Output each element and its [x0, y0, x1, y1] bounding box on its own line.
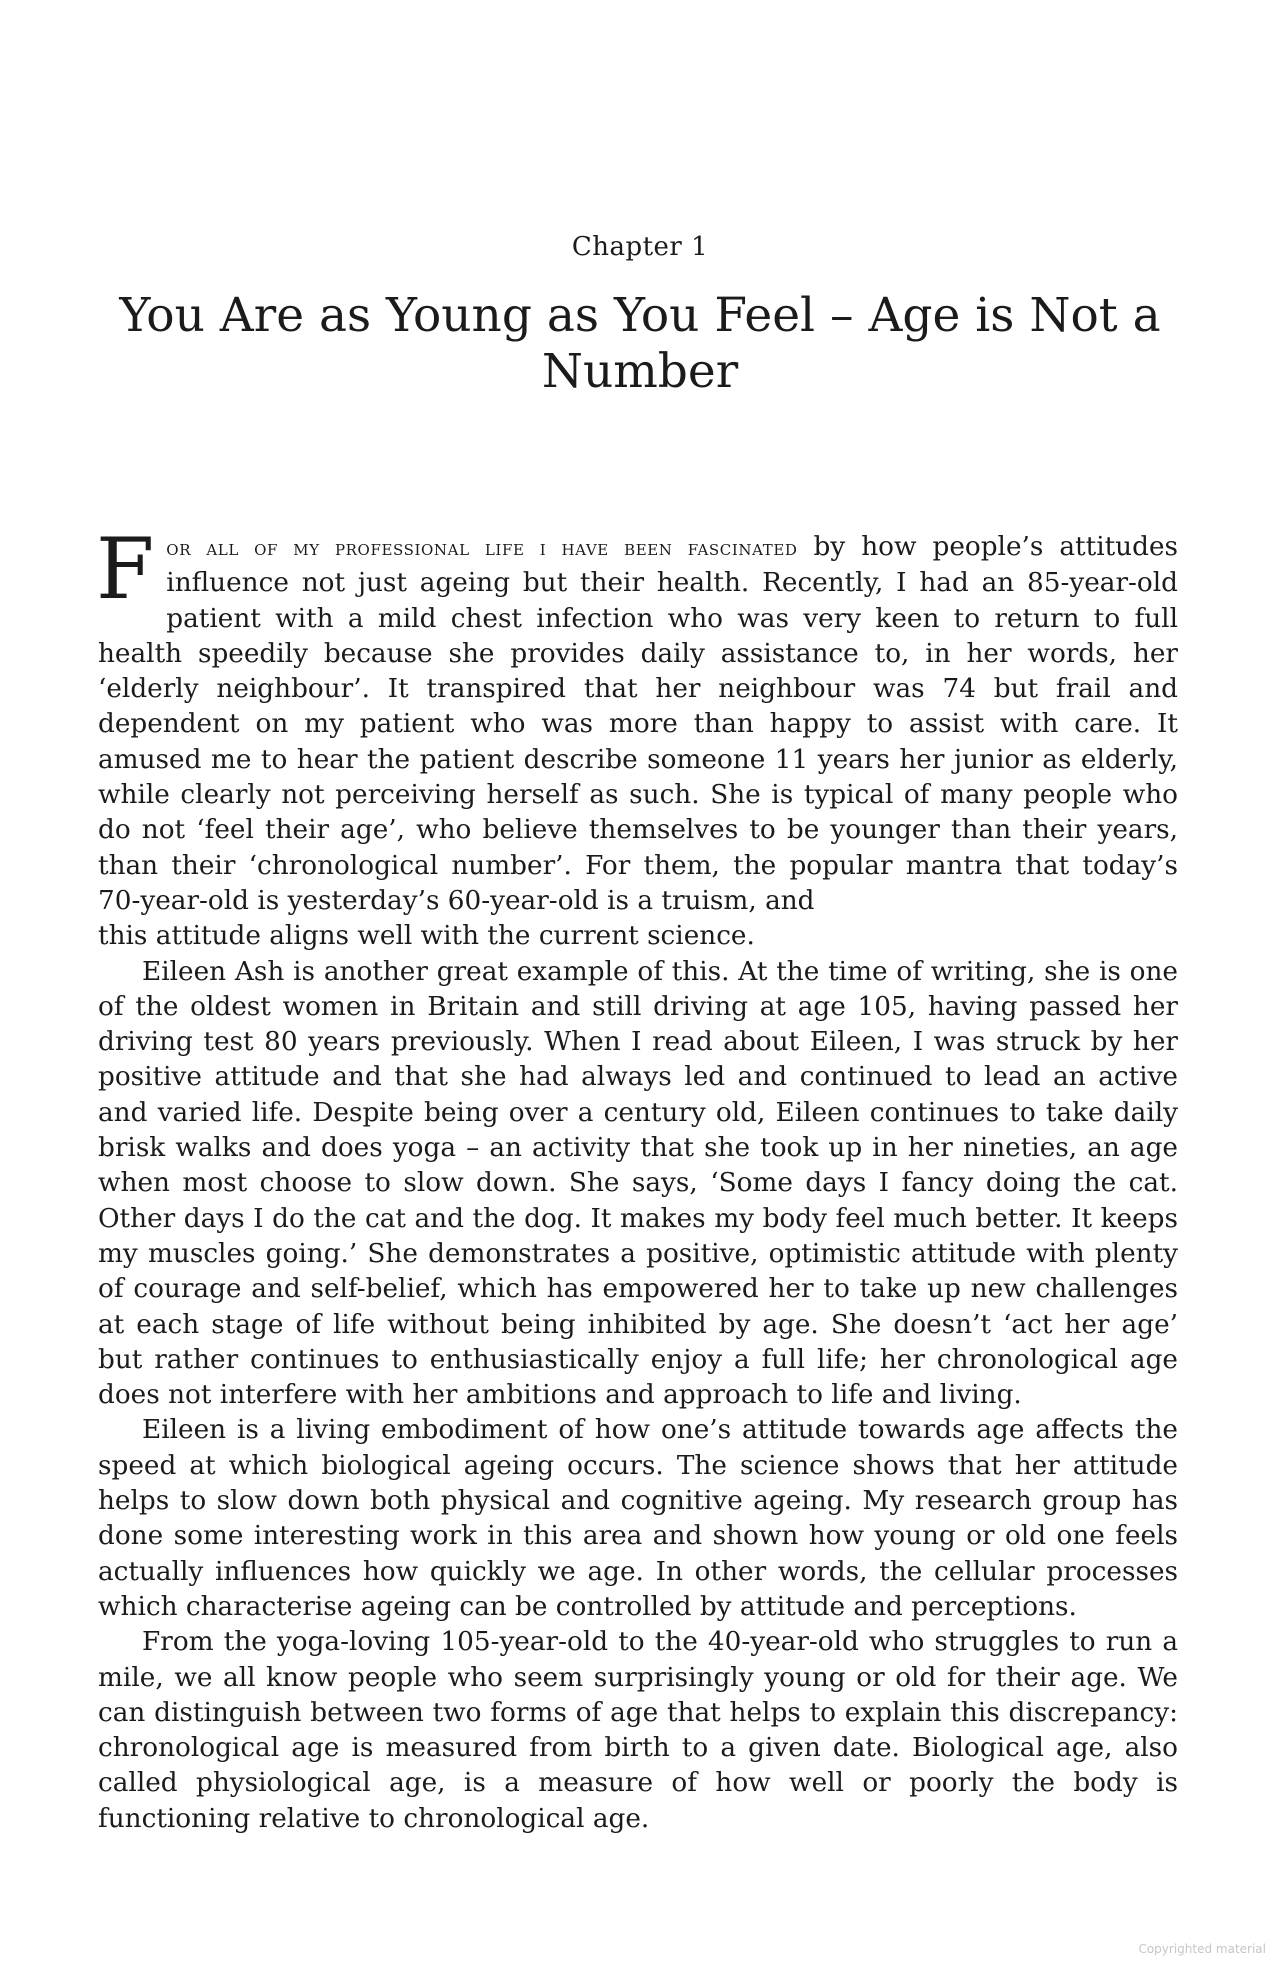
opening-paragraph	[96, 520, 1178, 919]
drop-cap: F	[96, 520, 155, 618]
paragraph-eileen-ash: Eileen Ash is another great example of this. At the time of writing, she is one of the oldest women in Britain and still driving at age 105, having passed her driving test 80 years previously. When I read about Eileen, I was struck by her positive attitude and that she had always led and continued to lead an active and varied life. Despite being over a century old, Eileen continues to take daily brisk walks and does yoga – an activity that she took up in her nineties, an age when most choose to slow down. She says, ‘Some days I fancy doing the cat. Other days I do the cat and the dog. It makes my body feel much better. It keeps my muscles going.’ She demonstrates a positive, optimistic attitude with plenty of courage and self-belief, which has empowered her to take up new challenges at each stage of life without being inhibited by age. She doesn’t ‘act her age’ but rather continues to enthusiastically enjoy a full life; her chronological age does not interfere with her ambitions and approach to life and living.	[98, 956, 1178, 1411]
opening-last-line: this attitude aligns well with the current science.	[98, 921, 755, 952]
opening-text: by how people’s attitudes influence not just ageing but their health. Recently, I had an 85-year-old patient with a mild chest infection who was very keen to return to full health speedily because she provides daily assistance to, in her words, her ‘elderly neighbour’. It transpired that her neighbour was 74 but frail and dependent on my patient who was more than happy to assist with care. It amused me to hear the patient describe someone 11 years her junior as elderly, while clearly not perceiving herself as such. She is typical of many people who do not ‘feel their age’, who believe themselves to be younger than their years, than their ‘chronological number’. For them, the popular mantra that today’s 70-year-old is yesterday’s 60-year-old is a truism, and	[98, 532, 1178, 916]
chapter-body	[96, 520, 1178, 1837]
copyright-watermark: Copyrighted material	[1138, 1942, 1266, 1956]
paragraph-attitude-science: Eileen is a living embodiment of how one’s attitude towards age affects the speed at which biological ageing occurs. The science shows that her attitude helps to slow down both physical and cognitive ageing. My research group has done some interesting work in this area and shown how young or old one feels actually influences how quickly we age. In other words, the cellular processes which characterise ageing can be controlled by attitude and perceptions.	[98, 1415, 1178, 1622]
paragraph-two-forms-of-age: From the yoga-loving 105-year-old to the 40-year-old who struggles to run a mile, we all know people who seem surprisingly young or old for their age. We can distinguish between two forms of age that helps to explain this discrepancy: chronological age is measured from birth to a given date. Biological age, also called physiological age, is a measure of how well or poorly the body is functioning relative to chronological age.	[98, 1627, 1178, 1834]
opening-small-caps: or all of my professional life i have been fascinated	[166, 536, 798, 561]
chapter-label: Chapter 1	[571, 232, 709, 262]
chapter-title: You Are as Young as You Feel – Age is Not a Number	[119, 288, 1161, 399]
